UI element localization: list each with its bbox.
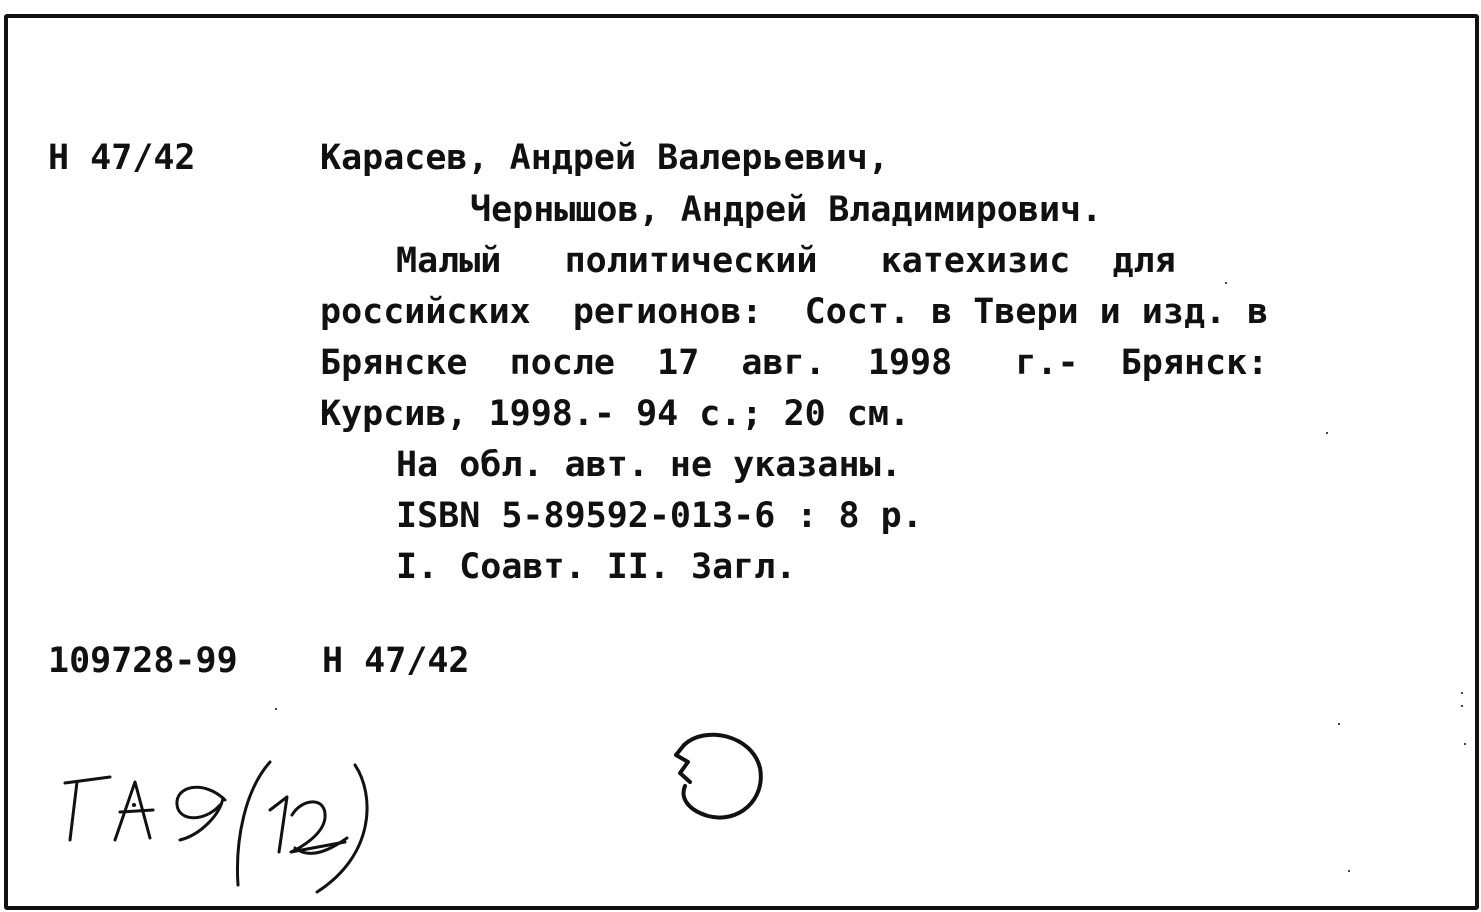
coauthor-line: Чернышов, Андрей Владимирович.: [470, 190, 1103, 230]
bottom-call-number: Н 47/42: [322, 641, 470, 681]
note-line: На обл. авт. не указаны.: [396, 445, 902, 485]
scan-speck: [1326, 432, 1328, 434]
title-line-1: Малый политический катехизис для: [396, 241, 1176, 281]
scan-speck: [1461, 705, 1463, 707]
scan-speck: [275, 708, 277, 710]
circle-mark: [650, 720, 780, 830]
handwritten-shelf-mark: [55, 740, 395, 900]
scan-speck: [1338, 723, 1340, 725]
tracings-line: I. Соавт. II. Загл.: [396, 547, 797, 587]
inventory-number: 109728-99: [48, 641, 238, 681]
title-line-3: Брянске после 17 авг. 1998 г.- Брянск:: [320, 343, 1269, 383]
isbn-line: ISBN 5-89592-013-6 : 8 р.: [396, 496, 923, 536]
scan-speck: [1464, 743, 1466, 745]
scan-speck: [1225, 282, 1227, 284]
title-line-4: Курсив, 1998.- 94 с.; 20 см.: [320, 394, 911, 434]
scan-speck: [1348, 870, 1350, 872]
scan-speck: [1461, 692, 1463, 694]
author-line: Карасев, Андрей Валерьевич,: [320, 138, 889, 178]
title-line-2: российских регионов: Сост. в Твери и изд. в: [320, 292, 1269, 332]
call-number: Н 47/42: [48, 138, 196, 178]
